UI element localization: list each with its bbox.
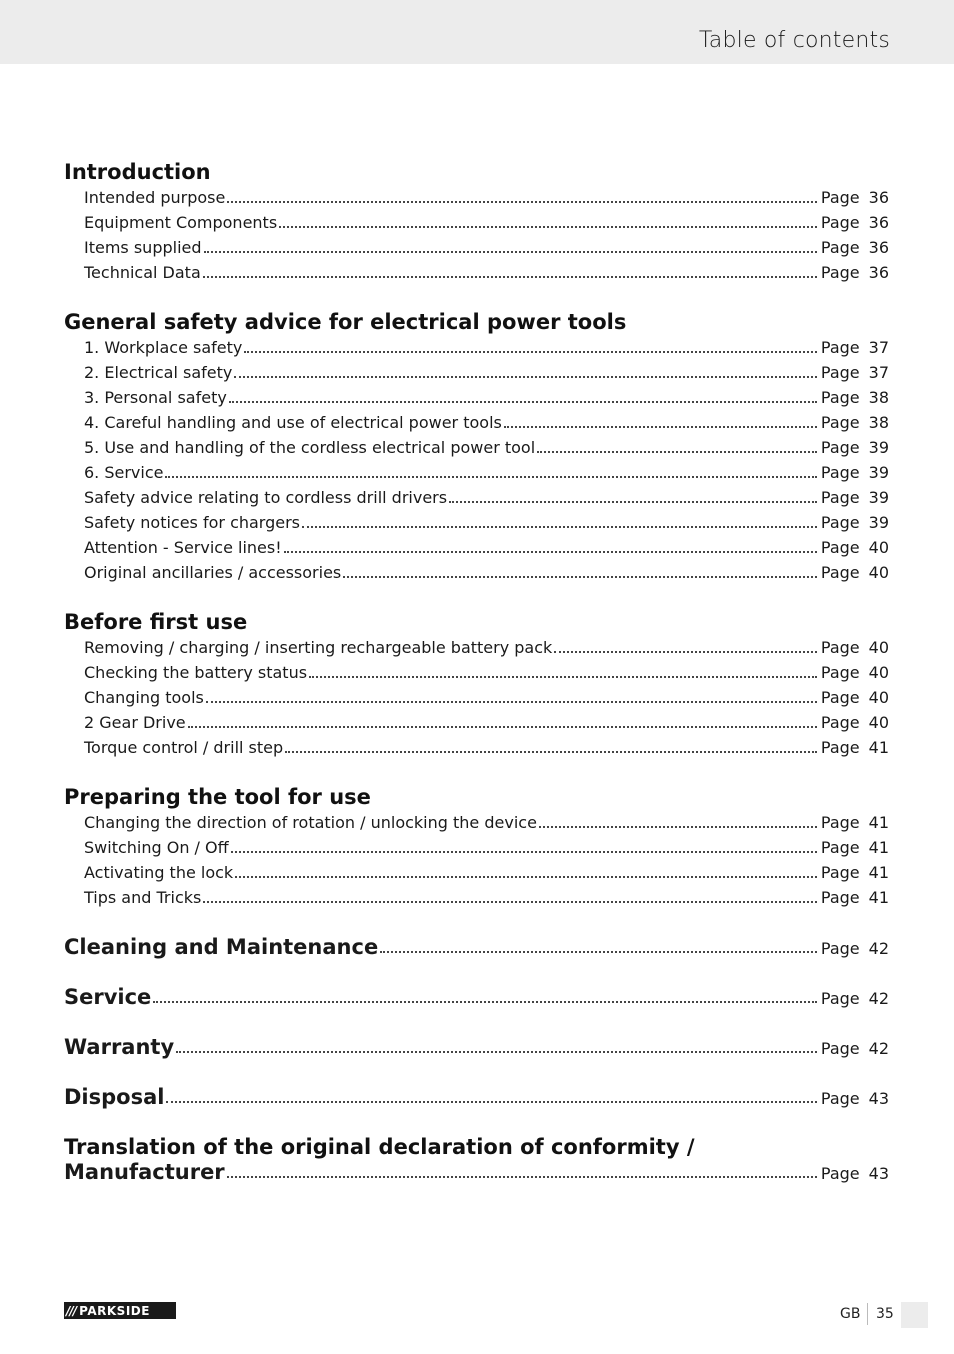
toc-section: [64, 160, 889, 285]
dot-leader: [285, 751, 817, 753]
dot-leader: [165, 476, 817, 478]
entry-label: Items supplied: [84, 238, 202, 257]
entry-label: Switching On / Off: [84, 838, 229, 857]
dot-leader: [244, 351, 817, 353]
entry-label: 3. Personal safety: [84, 388, 227, 407]
entry-label: Checking the battery status: [84, 663, 308, 682]
entry-label: Attention - Service lines!: [84, 538, 282, 557]
entry-label: 1. Workplace safety: [84, 338, 243, 357]
toc-entry[interactable]: [64, 735, 889, 760]
toc-section-entry[interactable]: [64, 1035, 889, 1060]
entry-page: Page 41: [820, 888, 889, 907]
toc-entry[interactable]: [64, 335, 889, 360]
toc-entry[interactable]: [64, 635, 889, 660]
entry-page: Page 36: [820, 238, 889, 257]
entry-page: Page 41: [820, 813, 889, 832]
dot-leader: [227, 201, 817, 203]
toc-entry[interactable]: [64, 710, 889, 735]
dot-leader: [449, 501, 817, 503]
entry-label: 2 Gear Drive: [84, 713, 186, 732]
language-code: GB: [840, 1306, 861, 1322]
entry-page: Page 36: [820, 263, 889, 282]
dot-leader: [537, 451, 817, 453]
entry-page: Page 39: [820, 488, 889, 507]
entry-page: Page 41: [820, 838, 889, 857]
footer-divider: [867, 1303, 868, 1325]
section-heading: Service: [64, 985, 152, 1009]
entry-label: Technical Data: [84, 263, 201, 282]
entry-page: Page 36: [820, 188, 889, 207]
toc-section-entry[interactable]: [64, 935, 889, 960]
dot-leader: [203, 901, 817, 903]
toc-entry[interactable]: [64, 185, 889, 210]
toc-entry[interactable]: [64, 485, 889, 510]
toc-entry[interactable]: [64, 460, 889, 485]
toc-entry[interactable]: [64, 410, 889, 435]
entry-page: Page 38: [820, 413, 889, 432]
entry-page: Page 38: [820, 388, 889, 407]
entry-page: Page 40: [820, 638, 889, 657]
dot-leader: [279, 226, 817, 228]
toc-section: [64, 785, 889, 910]
entry-label: Torque control / drill step: [84, 738, 284, 757]
toc-entry[interactable]: [64, 810, 889, 835]
dot-leader: [380, 951, 817, 953]
dot-leader: [234, 376, 817, 378]
section-heading: Disposal: [64, 1085, 165, 1109]
dot-leader: [203, 276, 817, 278]
entry-page: Page 39: [820, 438, 889, 457]
dot-leader: [188, 726, 817, 728]
toc-entry[interactable]: [64, 210, 889, 235]
section-heading: Warranty: [64, 1035, 175, 1059]
toc-entry[interactable]: [64, 535, 889, 560]
entry-label: Tips and Tricks: [84, 888, 202, 907]
entry-label: 5. Use and handling of the cordless electrical power tool: [84, 438, 536, 457]
dot-leader: [284, 551, 817, 553]
dot-leader: [235, 876, 817, 878]
dot-leader: [231, 851, 817, 853]
dot-leader: [309, 676, 817, 678]
entry-label: Original ancillaries / accessories: [84, 563, 342, 582]
entry-label: 4. Careful handling and use of electrical power tools: [84, 413, 502, 432]
entry-page: Page 40: [820, 563, 889, 582]
toc-entry[interactable]: [64, 835, 889, 860]
entry-page: Page 41: [820, 738, 889, 757]
toc-entry[interactable]: [64, 235, 889, 260]
toc-entry[interactable]: [64, 385, 889, 410]
toc-section: [64, 310, 889, 585]
toc-entry[interactable]: [64, 435, 889, 460]
dot-leader: [227, 1176, 817, 1178]
entry-page: Page 42: [820, 1039, 889, 1058]
entry-page: Page 43: [820, 1089, 889, 1108]
section-heading-continued: Manufacturer: [64, 1160, 225, 1184]
entry-label: Changing the direction of rotation / unlocking the device: [84, 813, 537, 832]
section-heading: Translation of the original declaration of conformity /: [64, 1135, 695, 1159]
section-heading: Before first use: [64, 610, 248, 634]
toc-entry[interactable]: [64, 660, 889, 685]
entry-page: Page 40: [820, 688, 889, 707]
section-heading: Introduction: [64, 160, 211, 184]
page-number: 35: [876, 1306, 894, 1322]
entry-label: Changing tools: [84, 688, 204, 707]
toc-section-entry[interactable]: [64, 1160, 889, 1185]
dot-leader: [504, 426, 817, 428]
toc-entry[interactable]: [64, 560, 889, 585]
toc-section: [64, 610, 889, 760]
dot-leader: [302, 526, 817, 528]
entry-page: Page 37: [820, 363, 889, 382]
entry-label: Safety advice relating to cordless drill drivers: [84, 488, 448, 507]
dot-leader: [206, 701, 817, 703]
entry-page: Page 43: [820, 1164, 889, 1183]
dot-leader: [554, 651, 817, 653]
toc-entry[interactable]: [64, 360, 889, 385]
entry-page: Page 39: [820, 463, 889, 482]
entry-page: Page 39: [820, 513, 889, 532]
entry-page: Page 40: [820, 713, 889, 732]
entry-page: Page 36: [820, 213, 889, 232]
entry-label: Removing / charging / inserting rechargeable battery pack: [84, 638, 553, 657]
toc-section-entry[interactable]: [64, 1085, 889, 1110]
toc-entry[interactable]: [64, 510, 889, 535]
toc-entry[interactable]: [64, 860, 889, 885]
dot-leader: [539, 826, 817, 828]
page-title: Table of contents: [698, 28, 890, 53]
entry-page: Page 37: [820, 338, 889, 357]
entry-label: Intended purpose: [84, 188, 226, 207]
entry-label: Activating the lock: [84, 863, 234, 882]
parkside-logo: /// PARKSIDE: [64, 1302, 176, 1319]
dot-leader: [153, 1001, 817, 1003]
entry-page: Page 41: [820, 863, 889, 882]
toc-section-entry[interactable]: [64, 985, 889, 1010]
toc-entry[interactable]: [64, 885, 889, 910]
entry-label: 2. Electrical safety: [84, 363, 233, 382]
dot-leader: [343, 576, 817, 578]
dot-leader: [229, 401, 817, 403]
table-of-contents: [64, 160, 889, 1185]
footer-tab: [901, 1302, 928, 1328]
dot-leader: [204, 251, 817, 253]
entry-page: Page 40: [820, 663, 889, 682]
entry-label: Safety notices for chargers: [84, 513, 301, 532]
dot-leader: [176, 1051, 817, 1053]
section-heading: General safety advice for electrical power tools: [64, 310, 627, 334]
entry-page: Page 42: [820, 989, 889, 1008]
toc-entry[interactable]: [64, 685, 889, 710]
entry-label: Equipment Components: [84, 213, 278, 232]
section-heading: Preparing the tool for use: [64, 785, 371, 809]
section-heading: Cleaning and Maintenance: [64, 935, 379, 959]
entry-page: Page 42: [820, 939, 889, 958]
dot-leader: [166, 1101, 817, 1103]
entry-label: 6. Service: [84, 463, 164, 482]
entry-page: Page 40: [820, 538, 889, 557]
toc-entry[interactable]: [64, 260, 889, 285]
